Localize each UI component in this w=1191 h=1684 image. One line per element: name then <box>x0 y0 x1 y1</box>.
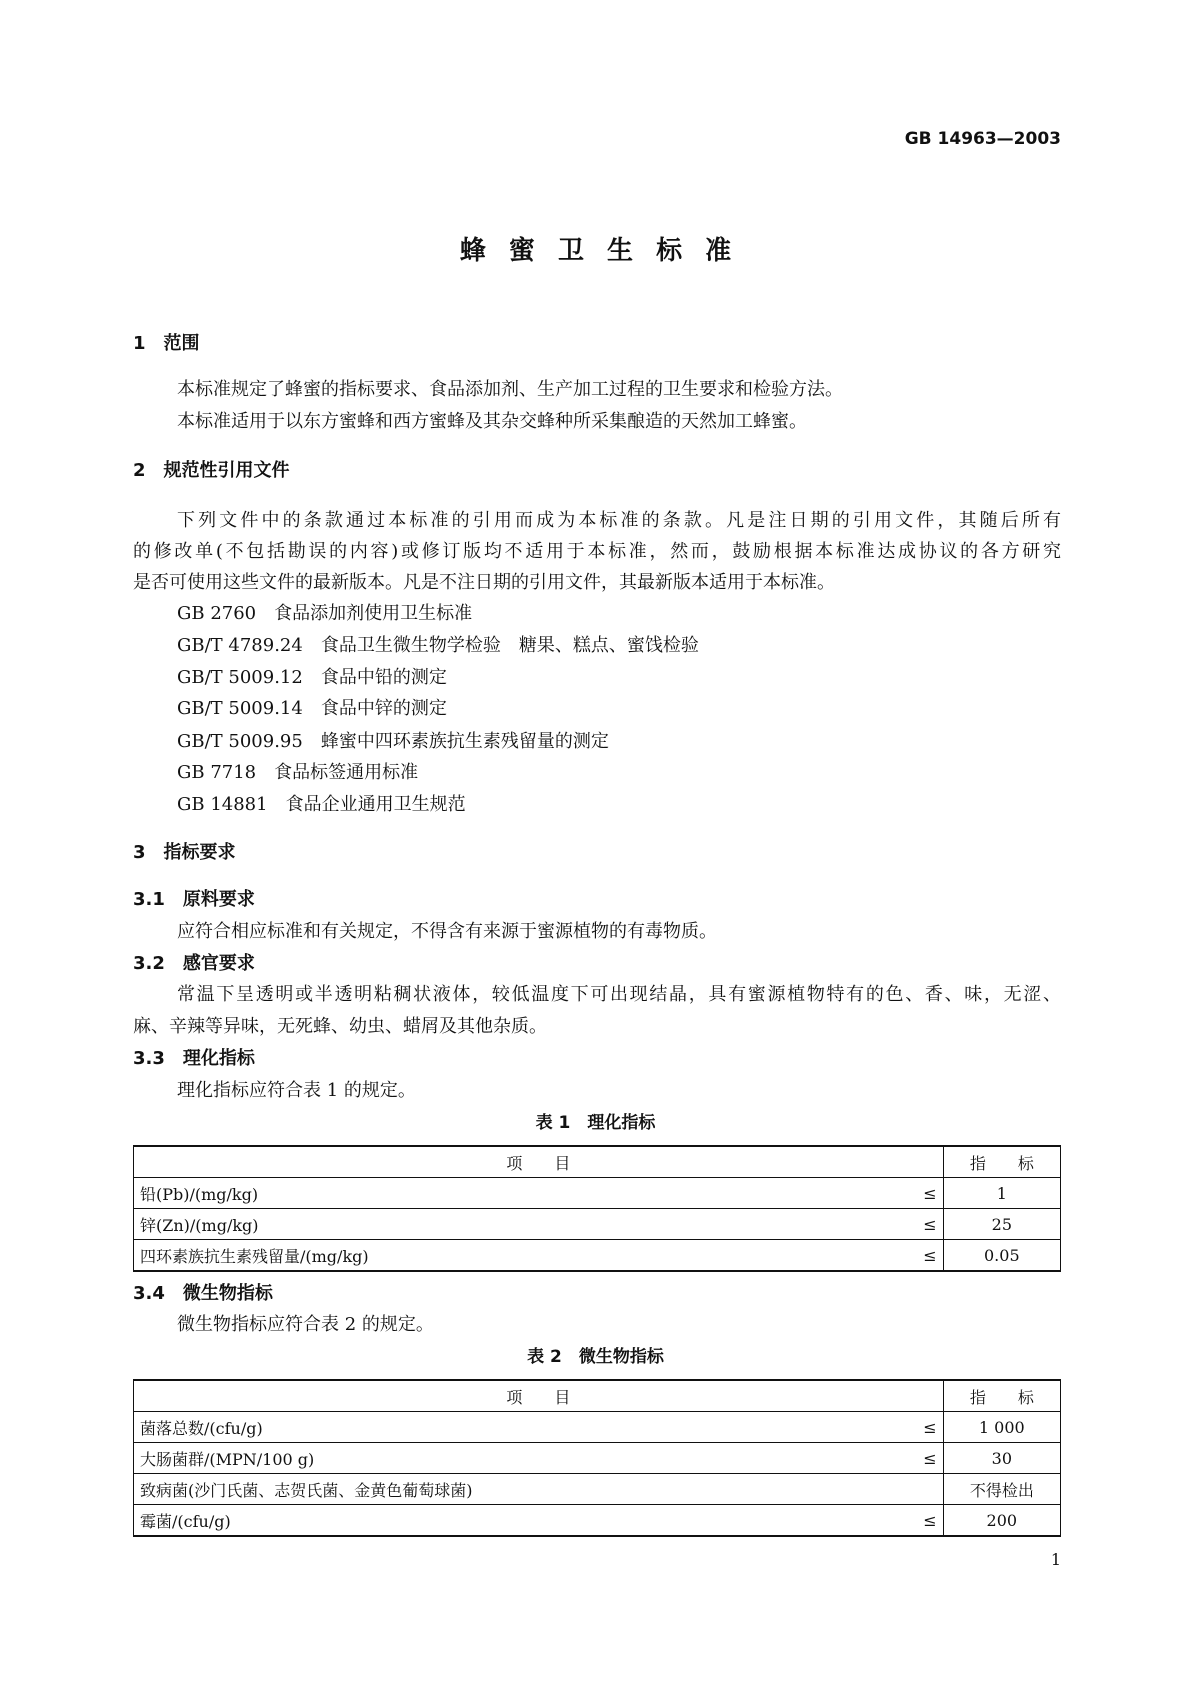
column-header: 项 目 <box>134 1146 944 1178</box>
item-cell: 菌落总数/(cfu/g) <box>134 1412 901 1443</box>
paragraph-line: 微生物指标应符合表 2 的规定。 <box>177 1314 434 1335</box>
value-cell: 25 <box>943 1209 1060 1240</box>
table-1-caption: 表 1 理化指标 <box>535 1113 656 1133</box>
section-3-1-heading: 3.1 原料要求 <box>133 889 255 910</box>
operator-cell: ≤ <box>901 1443 944 1474</box>
paragraph-line: 的修改单(不包括勘误的内容)或修订版均不适用于本标准，然而，鼓励根据本标准达成协议的各方研究 <box>133 541 1061 562</box>
table-2 <box>133 1379 1061 1537</box>
table-row <box>134 1178 1061 1209</box>
item-cell: 锌(Zn)/(mg/kg) <box>134 1209 901 1240</box>
column-header: 项 目 <box>134 1380 944 1412</box>
paragraph-line: 本标准规定了蜂蜜的指标要求、食品添加剂、生产加工过程的卫生要求和检验方法。 <box>177 379 843 400</box>
reference-item: GB/T 5009.95 蜂蜜中四环素族抗生素残留量的测定 <box>177 731 609 752</box>
table-row <box>134 1474 1061 1505</box>
paragraph-line: 麻、辛辣等异味，无死蜂、幼虫、蜡屑及其他杂质。 <box>133 1016 547 1037</box>
item-cell: 大肠菌群/(MPN/100 g) <box>134 1443 901 1474</box>
reference-item: GB 2760 食品添加剂使用卫生标准 <box>177 603 473 624</box>
item-cell: 铅(Pb)/(mg/kg) <box>134 1178 901 1209</box>
operator-cell: ≤ <box>901 1178 944 1209</box>
table-2-caption: 表 2 微生物指标 <box>527 1347 664 1367</box>
value-cell: 30 <box>943 1443 1060 1474</box>
item-cell: 致病菌(沙门氏菌、志贺氏菌、金黄色葡萄球菌) <box>134 1474 901 1505</box>
reference-item: GB 14881 食品企业通用卫生规范 <box>177 794 466 815</box>
paragraph-line: 是否可使用这些文件的最新版本。凡是不注日期的引用文件，其最新版本适用于本标准。 <box>133 572 835 593</box>
operator-cell: ≤ <box>901 1209 944 1240</box>
operator-cell: ≤ <box>901 1505 944 1537</box>
column-header: 指 标 <box>943 1380 1060 1412</box>
item-cell: 霉菌/(cfu/g) <box>134 1505 901 1537</box>
value-cell: 不得检出 <box>943 1474 1060 1505</box>
table-row <box>134 1443 1061 1474</box>
operator-cell: ≤ <box>901 1240 944 1272</box>
section-3-2-heading: 3.2 感官要求 <box>133 953 255 974</box>
item-cell: 四环素族抗生素残留量/(mg/kg) <box>134 1240 901 1272</box>
table-1 <box>133 1145 1061 1272</box>
value-cell: 1 <box>943 1178 1060 1209</box>
section-3-4-heading: 3.4 微生物指标 <box>133 1283 273 1304</box>
section-3-3-heading: 3.3 理化指标 <box>133 1048 255 1069</box>
reference-item: GB 7718 食品标签通用标准 <box>177 762 419 783</box>
paragraph-line: 下列文件中的条款通过本标准的引用而成为本标准的条款。凡是注日期的引用文件，其随后所有 <box>177 510 1061 531</box>
standard-code: GB 14963—2003 <box>904 129 1061 149</box>
section-3-heading: 3 指标要求 <box>133 842 236 863</box>
value-cell: 200 <box>943 1505 1060 1537</box>
paragraph-line: 应符合相应标准和有关规定，不得含有来源于蜜源植物的有毒物质。 <box>177 921 717 942</box>
paragraph-line: 理化指标应符合表 1 的规定。 <box>177 1080 416 1101</box>
paragraph-line: 常温下呈透明或半透明粘稠状液体，较低温度下可出现结晶，具有蜜源植物特有的色、香、味，无涩、 <box>177 984 1061 1005</box>
column-header: 指 标 <box>943 1146 1060 1178</box>
operator-cell: ≤ <box>901 1412 944 1443</box>
page-title: 蜂 蜜 卫 生 标 准 <box>459 236 732 266</box>
reference-item: GB/T 5009.12 食品中铅的测定 <box>177 667 447 688</box>
reference-item: GB/T 4789.24 食品卫生微生物学检验 糖果、糕点、蜜饯检验 <box>177 635 699 656</box>
page-number: 1 <box>1050 1550 1061 1569</box>
value-cell: 1 000 <box>943 1412 1060 1443</box>
paragraph-line: 本标准适用于以东方蜜蜂和西方蜜蜂及其杂交蜂种所采集酿造的天然加工蜂蜜。 <box>177 411 807 432</box>
section-2-heading: 2 规范性引用文件 <box>133 460 290 481</box>
section-1-heading: 1 范围 <box>133 333 200 354</box>
operator-cell <box>901 1474 944 1505</box>
table-row <box>134 1240 1061 1272</box>
table-row <box>134 1209 1061 1240</box>
reference-item: GB/T 5009.14 食品中锌的测定 <box>177 698 447 719</box>
value-cell: 0.05 <box>943 1240 1060 1272</box>
table-row <box>134 1505 1061 1537</box>
table-row <box>134 1412 1061 1443</box>
